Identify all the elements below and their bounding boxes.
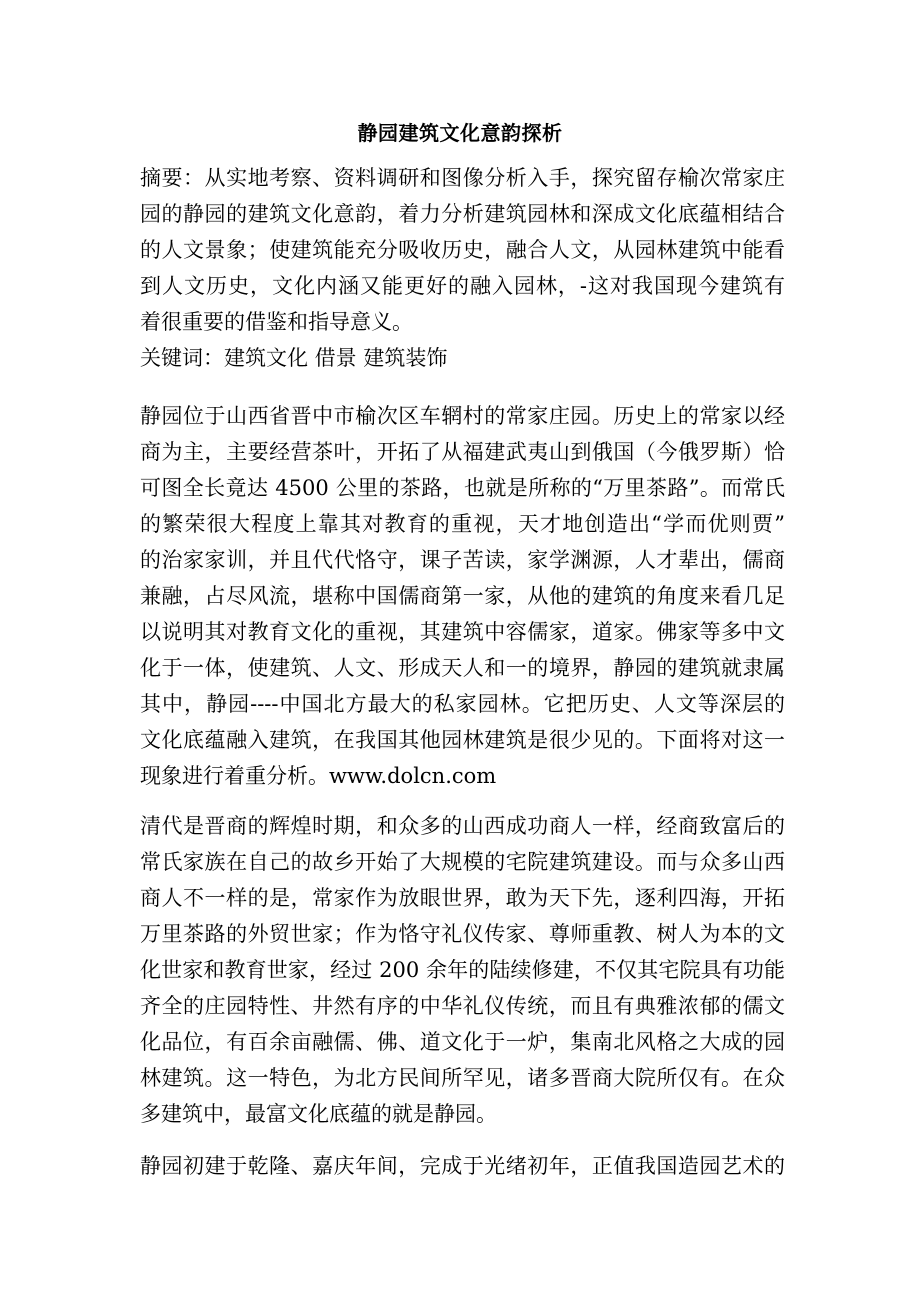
paragraph-line: 的繁荣很大程度上靠其对教育的重视，天才地创造出“学而优则贾” xyxy=(140,512,785,536)
paragraph-line: 化于一体，使建筑、人文、形成天人和一的境界，静园的建筑就隶属 xyxy=(140,656,785,680)
paragraph-line: 林建筑。这一特色，为北方民间所罕见，诸多晋商大院所仅有。在众 xyxy=(140,1066,785,1090)
abstract-line: 到人文历史，文化内涵又能更好的融入园林，-这对我国现今建筑有 xyxy=(140,274,785,298)
paragraph-line: 现象进行着重分析。www.dolcn.com xyxy=(140,764,497,788)
abstract-line: 摘要：从实地考察、资料调研和图像分析入手，探究留存榆次常家庄 xyxy=(140,166,785,190)
paragraph-1 xyxy=(140,398,785,794)
paragraph-line: 静园位于山西省晋中市榆次区车辋村的常家庄园。历史上的常家以经 xyxy=(140,404,785,428)
abstract-line: 的人文景象；使建筑能充分吸收历史，融合人文，从园林建筑中能看 xyxy=(140,238,785,262)
paragraph-line: 可图全长竟达 4500 公里的茶路，也就是所称的“万里茶路”。而常氏 xyxy=(140,476,785,500)
paragraph-line: 化世家和教育世家，经过 200 余年的陆续修建，不仅其宅院具有功能 xyxy=(140,958,785,982)
paragraph-line: 兼融，占尽风流，堪称中国儒商第一家，从他的建筑的角度来看几足 xyxy=(140,584,785,608)
paragraph-line: 常氏家族在自己的故乡开始了大规模的宅院建筑建设。而与众多山西 xyxy=(140,850,785,874)
paragraph-line: 商人不一样的是，常家作为放眼世界，敢为天下先，逐利四海，开拓 xyxy=(140,886,785,910)
paragraph-line: 其中，静园----中国北方最大的私家园林。它把历史、人文等深层的 xyxy=(140,692,785,716)
document-title: 静园建筑文化意韵探析 xyxy=(357,121,563,145)
abstract xyxy=(140,160,785,376)
paragraph-line: 文化底蕴融入建筑，在我国其他园林建筑是很少见的。下面将对这一 xyxy=(140,728,785,752)
paragraph-3 xyxy=(140,1148,785,1184)
paragraph-line: 多建筑中，最富文化底蕴的就是静园。 xyxy=(140,1102,497,1126)
paragraph-line: 以说明其对教育文化的重视，其建筑中容儒家，道家。佛家等多中文 xyxy=(140,620,785,644)
paragraph-2 xyxy=(140,808,785,1132)
paragraph-line: 商为主，主要经营茶叶，开拓了从福建武夷山到俄国（今俄罗斯）恰 xyxy=(140,440,785,464)
paragraph-line: 静园初建于乾隆、嘉庆年间，完成于光绪初年，正值我国造园艺术的 xyxy=(140,1154,785,1178)
paragraph-line: 齐全的庄园特性、井然有序的中华礼仪传统，而且有典雅浓郁的儒文 xyxy=(140,994,785,1018)
keywords-line: 关键词：建筑文化 借景 建筑装饰 xyxy=(140,346,448,370)
paragraph-line: 的治家家训，并且代代恪守，课子苦读，家学渊源，人才辈出，儒商 xyxy=(140,548,785,572)
abstract-line: 着很重要的借鉴和指导意义。 xyxy=(140,310,413,334)
paragraph-line: 清代是晋商的辉煌时期，和众多的山西成功商人一样，经商致富后的 xyxy=(140,814,785,838)
paragraph-line: 万里茶路的外贸世家；作为恪守礼仪传家、尊师重教、树人为本的文 xyxy=(140,922,785,946)
paragraph-line: 化品位，有百余亩融儒、佛、道文化于一炉，集南北风格之大成的园 xyxy=(140,1030,785,1054)
abstract-line: 园的静园的建筑文化意韵，着力分析建筑园林和深成文化底蕴相结合 xyxy=(140,202,785,226)
